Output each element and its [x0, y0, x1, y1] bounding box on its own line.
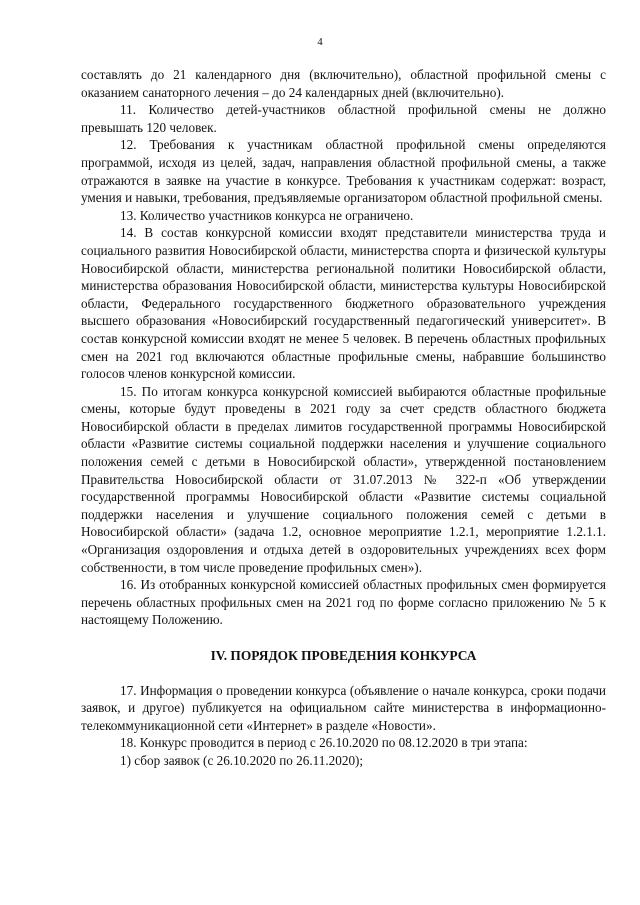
paragraph-continued: составлять до 21 календарного дня (включительно), областной профильной смены с оказанием санаторного лечения – до 24 календарных дней (включительно). — [81, 67, 606, 100]
spacer — [81, 665, 606, 682]
section-heading: IV. ПОРЯДОК ПРОВЕДЕНИЯ КОНКУРСА — [210, 648, 477, 663]
paragraph-12: 12. Требования к участникам областной профильной смены определяются программой, исходя из целей, задач, направления областной профильной смены, а также отражаются в заявке на участие в конкурсе. Требования к участникам содержат: возраст, умения и навыки, требования, предъявляемые организатором областной профильной смены. — [81, 137, 606, 206]
paragraph-15: 15. По итогам конкурса конкурсной комиссией выбираются областные профильные смены, которые будут проведены в 2021 году за счет средств областного бюджета Новосибирской области в пределах лимитов государственной программы Новосибирской области «Развитие системы социальной поддержки населения и улучшение социального положения семей с детьми в Новосибирской области», утвержденной постановлением Правительства Новосибирской области от 31.07.2013 № 322-п «Об утверждении государственной программы Новосибирской области «Развитие системы социальной поддержки населения и улучшение социального положения семей с детьми в Новосибирской области» (задача 1.2, основное мероприятие 1.2.1, мероприятие 1.2.1.1. «Организация оздоровления и отдыха детей в оздоровительных учреждениях всех форм собственности, в том числе проведение профильных смен»). — [81, 383, 606, 575]
spacer — [81, 629, 606, 647]
list-item-stage-1: 1) сбор заявок (с 26.10.2020 по 26.11.2020); — [120, 752, 364, 768]
page-number: 4 — [317, 37, 323, 48]
paragraph-16: 16. Из отобранных конкурсной комиссией областных профильных смен формируется перечень областных профильных смен на 2021 год по форме согласно приложению № 5 к настоящему Положению. — [81, 577, 606, 628]
paragraph-17: 17. Информация о проведении конкурса (объявление о начале конкурса, сроки подачи заявок, и другое) публикуется на официальном сайте министерства в информационно-телекоммуникационной сети «Интернет» в разделе «Новости». — [81, 682, 606, 733]
paragraph-14: 14. В состав конкурсной комиссии входят представители министерства труда и социального развития Новосибирской области, министерства спорта и физической культуры Новосибирской области, министерства региональной политики Новосибирской области, министерства образования Новосибирской области, министерства культуры Новосибирской области, Федерального государственного бюджетного образовательного учреждения высшего образования «Новосибирский государственный педагогический университет». В состав конкурсной комиссии входят не менее 5 человек. В перечень областных профильных смен на 2021 год включаются областные профильные смены, набравшие большинство голосов членов конкурсной комиссии. — [81, 225, 606, 382]
document-body — [81, 66, 606, 770]
paragraph-13: 13. Количество участников конкурса не ограничено. — [120, 207, 414, 223]
paragraph-18: 18. Конкурс проводится в период с 26.10.2020 по 08.12.2020 в три этапа: — [120, 735, 528, 751]
paragraph-11: 11. Количество детей-участников областной профильной смены не должно превышать 120 человек. — [81, 102, 606, 135]
